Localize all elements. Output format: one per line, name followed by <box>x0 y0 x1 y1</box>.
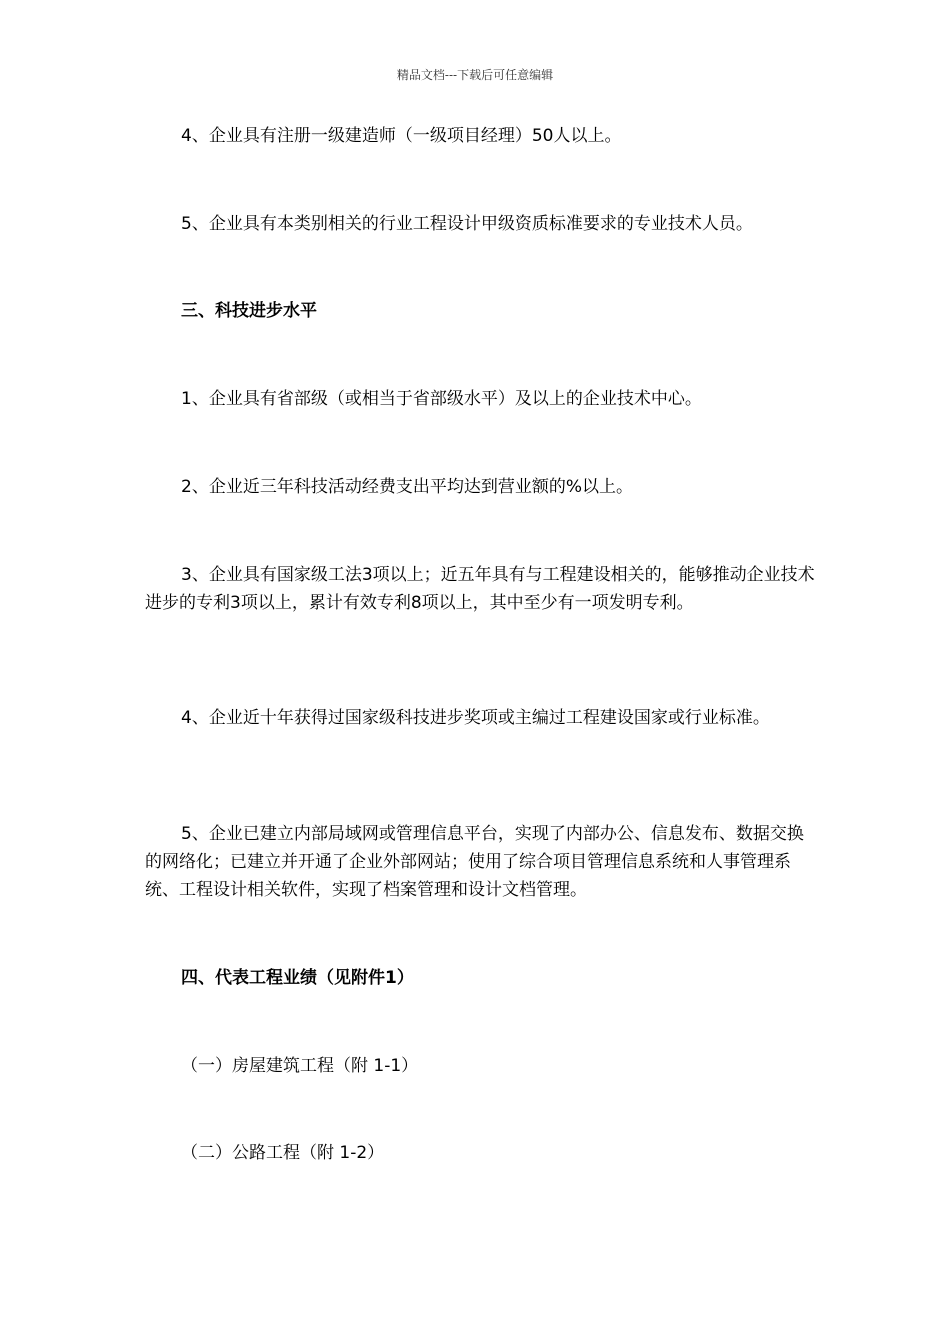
subsection-building-works: （一）房屋建筑工程（附 1-1） <box>181 1056 419 1076</box>
subsection-highway-works: （二）公路工程（附 1-2） <box>181 1143 385 1163</box>
paragraph-3-3-patents: 3、企业具有国家级工法3项以上；近五年具有与工程建设相关的，能够推动企业技术进步的专利3项以上，累计有效专利8项以上，其中至少有一项发明专利。 <box>145 565 815 613</box>
paragraph-3-5-information-systems: 5、企业已建立内部局域网或管理信息平台，实现了内部办公、信息发布、数据交换的网络化；已建立并开通了企业外部网站；使用了综合项目管理信息系统和人事管理系统、工程设计相关软件，实现了档案管理和设计文档管理。 <box>145 824 804 900</box>
page-header: 精品文档---下载后可任意编辑 <box>396 68 554 82</box>
section-heading-3: 三、科技进步水平 <box>181 301 317 321</box>
paragraph-5-technical-staff: 5、企业具有本类别相关的行业工程设计甲级资质标准要求的专业技术人员。 <box>181 214 753 234</box>
paragraph-3-2-rd-spending: 2、企业近三年科技活动经费支出平均达到营业额的%以上。 <box>181 477 633 497</box>
section-heading-4: 四、代表工程业绩（见附件1） <box>181 968 414 988</box>
paragraph-3-4-awards: 4、企业近十年获得过国家级科技进步奖项或主编过工程建设国家或行业标准。 <box>181 708 770 728</box>
paragraph-4-registered-constructors: 4、企业具有注册一级建造师（一级项目经理）50人以上。 <box>181 126 622 146</box>
paragraph-3-1-tech-center: 1、企业具有省部级（或相当于省部级水平）及以上的企业技术中心。 <box>181 389 702 409</box>
